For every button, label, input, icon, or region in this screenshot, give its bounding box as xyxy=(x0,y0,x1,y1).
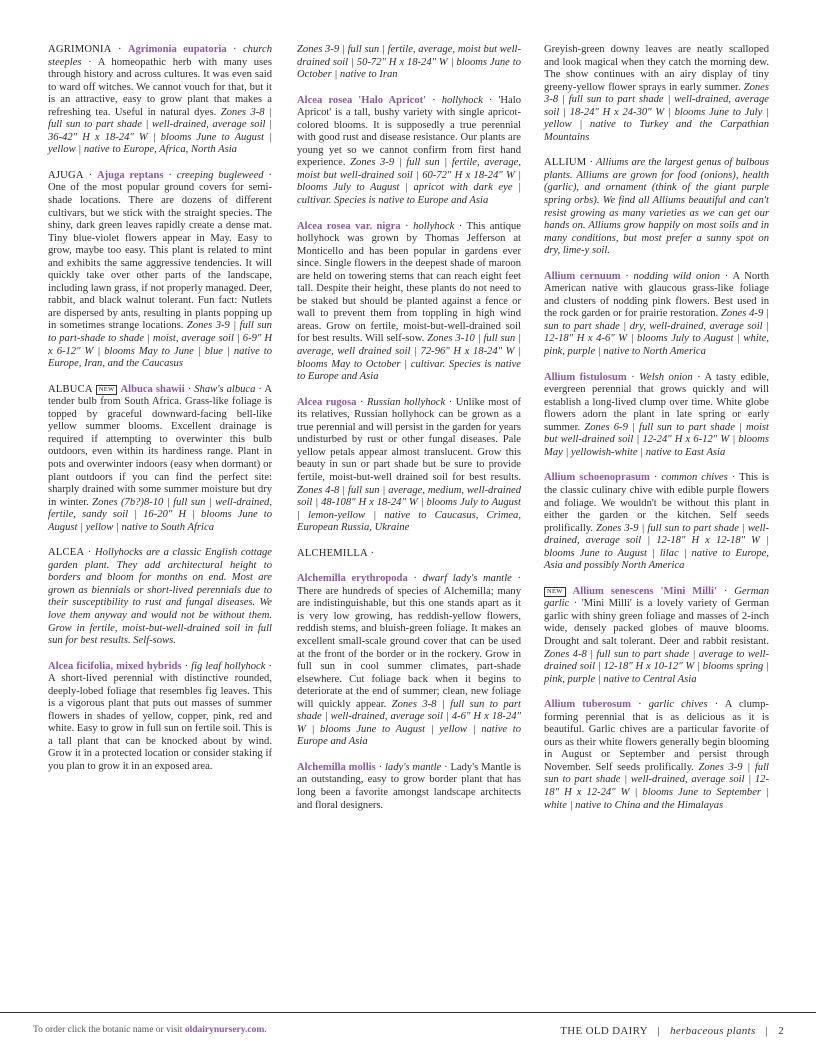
growing-specs: Zones 4-9 | sun to part shade | dry, well-drained, average soil | 12-18" H x 4-6" W | blooms July to August | white, pink, purple | native to North America xyxy=(544,308,769,358)
separator-dot: · xyxy=(163,169,177,181)
plant-description: Greyish-green downy leaves are neatly scalloped and look magical when they catch the morning dew. The show continues with an airy display of tiny greeny-yellow flower sprays in early summer. xyxy=(544,44,769,93)
footer-page-info xyxy=(560,1025,784,1037)
footer-order-text: To order click the botanic name or visit xyxy=(33,1025,185,1035)
plant-entry xyxy=(48,384,272,535)
common-name: common chives xyxy=(661,472,728,484)
footer-section: herbaceous plants xyxy=(670,1025,756,1037)
growing-specs: Zones 3-9 | full sun to part shade | well-drained, average soil | 12-18" H x 12-24" W | blooms June to September | white | native to China and the Himalayas xyxy=(544,761,769,811)
separator-dot: · xyxy=(367,547,375,559)
common-name: garlic chives xyxy=(648,699,708,711)
plant-entry xyxy=(48,170,272,371)
separator-dot: · xyxy=(441,761,451,773)
genus-intro: Hollyhocks are a classic English cottage garden plant. They add architectural height to borders and bloom for months on end. Most are grown as biennials or short-lived perennials due to their susceptibility to rust and fungal diseases. We love them anyway and would not be without them. Grow in fertile, moist-but-well-drained soil in full sun for best results. Self-sows. xyxy=(48,547,273,647)
genus-intro: Alliums are the largest genus of bulbous plants. Alliums are grown for food (onions), health (garlic), and ornament (think of the giant purple spring orbs). We find all Alliums beautiful and can't resist growing as many varieties as we can get our hands on. Alliums grow happily on most soils and in many conditions, but most prefer a sunny spot on dry, lime-y soil. xyxy=(544,157,769,257)
plant-entry xyxy=(544,699,769,812)
separator-dot: · xyxy=(586,157,597,169)
growing-specs: Zones 4-8 | full sun | average, medium, well-drained soil | 48-108" H x 18-24" W | blooms July to August | lemon-yellow | native to Caucasus, Crimea, European Russia, Ukraine xyxy=(297,484,521,534)
plant-description: A tasty edible, evergreen perennial that grows quickly and will establish a long-lived clump over time. White globe flowers adorn the plant in late spring or early summer. xyxy=(544,371,769,433)
separator-dot: · xyxy=(407,573,423,585)
separator-dot: · xyxy=(184,383,195,395)
plant-description: 'Halo Apricot' is a tall, bushy variety with single apricot-colored blooms. It is supposedly a true perennial with good rust and disease resistance. Our plants are young yet so we cannot confirm from first hand experience. xyxy=(297,94,521,169)
common-name: German garlic xyxy=(544,585,769,610)
footer-separator: | xyxy=(657,1025,661,1037)
plant-entry xyxy=(544,372,769,460)
separator-dot: · xyxy=(84,547,96,559)
footer-site-link[interactable]: oldairynursery.com xyxy=(184,1025,265,1035)
genus-heading: AGRIMONIA xyxy=(48,44,112,55)
plant-entry xyxy=(544,157,769,257)
footer-brand: THE OLD DAIRY xyxy=(560,1025,648,1037)
column-1 xyxy=(48,44,272,787)
separator-dot: · xyxy=(81,56,98,68)
genus-heading: ALCHEMILLA xyxy=(297,547,368,559)
botanical-name-link[interactable]: Alchemilla erythropoda xyxy=(297,573,408,585)
common-name: church steeples xyxy=(48,44,272,68)
separator-dot: · xyxy=(445,396,456,408)
column-2 xyxy=(297,44,521,825)
growing-specs: Zones 3-9 | full sun | fertile, average, moist but well-drained soil | 60-72" H x 18-24" W | blooms July to August | apricot with dark eye | cultivar. Species is native to Europe and Asia xyxy=(297,157,522,207)
botanical-name-link[interactable]: Allium cernuum xyxy=(544,270,621,282)
separator-dot: · xyxy=(630,699,649,711)
separator-dot: · xyxy=(569,598,582,610)
plant-description: 'Mini Milli' is a lovely variety of German garlic with shiny green foliage and masses of 2-inch wide, densely packed globes of mauve blooms. Drought and salt tolerant. Deer and rabbit resistant. xyxy=(544,598,769,647)
botanical-name-link[interactable]: Allium tuberosum xyxy=(544,699,631,711)
common-name: dwarf lady's mantle xyxy=(422,573,512,585)
separator-dot: · xyxy=(375,761,385,773)
footer-order-note xyxy=(33,1025,267,1035)
common-name: hollyhock xyxy=(441,94,483,106)
plant-description: A North American native with glaucous grass-like foliage and clusters of nodding pink flowers. Best used in the rock garden or for prairie restoration. xyxy=(544,270,769,320)
common-name: lady's mantle xyxy=(384,761,442,773)
botanical-name-link[interactable]: Ajuga reptans xyxy=(97,169,164,181)
footer-divider xyxy=(0,1012,816,1013)
plant-entry xyxy=(48,44,272,157)
growing-specs: Zones 4-8 | full sun to part shade | average to well-drained soil | 12-18" H x 10-12" W | blooms spring | pink, purple | native to Central Asia xyxy=(544,648,769,685)
separator-dot: · xyxy=(692,371,705,383)
plant-entry xyxy=(48,547,272,647)
plant-entry xyxy=(544,44,769,144)
plant-description: Unlike most of its relatives, Russian hollyhock can be grown as a true perennial and will persist in the garden for years undisturbed by rust or other fungal diseases. Pale yellow petals appear almost translucent. Grow this beauty in sun or part shade but be sure to provide fertile, moist-but-well drained soil for best results. xyxy=(297,396,521,483)
plant-description: A homeopathic herb with many uses through history and across cultures. It was even said to ward off witches. We cannot vouch for that, but it is an attractive, easy to grow plant that makes a refreshing tea. Useful in natural dyes. xyxy=(48,56,272,118)
growing-specs: Zones 3-9 | full sun | fertile, average, moist but well-drained soil | 50-72" H x 18-24" W | blooms June to October | native to Iran xyxy=(297,44,521,81)
genus-heading: ALBUCA xyxy=(48,383,93,395)
growing-specs: Zones 3-10 | full sun | average, well drained soil | 72-96" H x 18-24" W | blooms May to October | cultivar. Species is native to Europe and Asia xyxy=(297,333,521,383)
common-name: creeping bugleweed xyxy=(176,169,264,181)
genus-heading: ALCEA xyxy=(48,547,85,559)
separator-dot: · xyxy=(626,371,640,383)
common-name: fig leaf hollyhock xyxy=(191,660,266,672)
growing-specs: Zones 3-8 | full sun to part shade | well-drained, average soil | 4-6" H x 18-24" W | blooms June to August | yellow | native to Europe and Asia xyxy=(297,698,521,748)
plant-description: Lady's Mantle is an outstanding, easy to grow border plant that has long been a favorite amongst landscape architects and floral designers. xyxy=(297,761,521,811)
botanical-name-link[interactable]: Allium schoenoprasum xyxy=(544,472,650,484)
new-badge: NEW xyxy=(544,587,566,597)
separator-dot: · xyxy=(454,220,467,232)
separator-dot: · xyxy=(511,573,522,585)
plant-entry xyxy=(544,271,769,359)
footer-separator: | xyxy=(765,1025,769,1037)
plant-description: A clump-forming perennial that is as delicious as it is beautiful. Garlic chives are a particular favorite of ours as their white flowers generally begin blooming in August or September and persist through November. Self seeds prolifically. xyxy=(544,699,769,773)
plant-entry xyxy=(544,586,769,686)
plant-description: There are hundreds of species of Alchemilla; many are indistinguishable, but this one stands apart as it is very low growing, has reddish-yellow flowers, reddish stems, and bluish-green foliage. It makes an excellent small-scale ground cover that can be used at the front of the border or in the rockery. Grow in full sun in cool summer climates, part-shade elsewhere. Cut foliage back when it begins to deteriorate at the end of summer; clean, new foliage will quickly appear. xyxy=(297,585,521,710)
common-name: hollyhock xyxy=(413,220,455,232)
plant-entry xyxy=(544,472,769,572)
plant-entry xyxy=(297,221,521,384)
new-badge: NEW xyxy=(96,385,118,395)
plant-entry xyxy=(297,762,521,812)
growing-specs: Zones 3-8 | full sun to part shade | well-drained, average soil | 18-24" H x 24-30" W | blooms June to July | yellow | native to Turkey and the Carpathian Mountains xyxy=(544,81,769,143)
common-name: nodding wild onion xyxy=(633,270,721,282)
common-name: Russian hollyhock xyxy=(366,396,446,408)
botanical-name-link[interactable]: Albuca shawii xyxy=(120,383,185,395)
genus-heading: AJUGA xyxy=(48,169,84,181)
plant-description: A short-lived perennial with distinctive rounded, deeply-lobed foliage that resembles fig leaves. This is a vigorous plant that puts out masses of summer flowers in shades of yellow, copper, pink, red and white. Easy to grow in full sun on fertile soil. This is a tall plant that can be knocked about by wind. Grow it in a protected location or consider staking if you plan to grow it in an exposed area. xyxy=(48,673,272,772)
plant-description: A tender bulb from South Africa. Grass-like foliage is topped by graceful downward-facing bell-like yellow summer blooms. Excellent drainage is required if attempting to overwinter this bulb outdoors, even within its hardiness range. Plant in pots and overwinter indoors (easy when dormant) or plant outdoors if you can find the perfect site: sharply drained with some summer moisture but dry in winter. xyxy=(48,383,273,508)
common-name: Shaw's albuca xyxy=(194,383,256,395)
separator-dot: · xyxy=(181,660,192,672)
separator-dot: · xyxy=(707,699,725,711)
growing-specs: Zones 3-9 | full sun to part shade | well-drained, average soil | 12-18" H x 12-18" W | blooms June to August | lilac | native to Europe, Asia and possibly North America xyxy=(544,522,769,572)
growing-specs: Zones 3-8 | full sun to part shade | well-drained, average soil | 36-42" H x 18-24" W | blooms June to August | yellow | native to Europe, Africa, North Asia xyxy=(48,106,272,156)
separator-dot: · xyxy=(620,270,634,282)
botanical-name-link[interactable]: Alcea rosea var. nigra xyxy=(297,220,401,232)
plant-entry xyxy=(297,95,521,208)
separator-dot: · xyxy=(255,383,265,395)
growing-specs: Zones 3-9 | full sun to part-shade to shade | moist, average soil | 6-9" H x 6-12" W | blooms May to June | blue | native to Europe, Iran, and the Caucasus xyxy=(48,320,272,370)
separator-dot: · xyxy=(716,585,735,597)
separator-dot: · xyxy=(263,169,272,181)
plant-entry xyxy=(297,44,521,82)
botanical-name-link[interactable]: Alcea rosea 'Halo Apricot' xyxy=(297,94,427,106)
plant-description: This antique hollyhock was grown by Thomas Jefferson at Monticello and has been popular in gardens ever since. Single flowers in the deepest shade of maroon are held on towering stems that can reach eight feet tall. Despite their height, these plants do not need to be staked but should be planted against a fence or wall to prevent them from toppling in high wind areas. Grow on fertile, moist-but-well-drained soil for best results. Will self-sow. xyxy=(297,220,521,345)
separator-dot: · xyxy=(482,94,499,106)
botanical-name-link[interactable]: Alchemilla mollis xyxy=(297,761,376,773)
separator-dot: · xyxy=(226,44,243,55)
separator-dot: · xyxy=(727,472,740,484)
plant-description: This is the classic culinary chive with edible purple flowers and foliage. We wouldn't be without this plant in either the garden or the kitchen. Self seeds prolifically. xyxy=(544,472,769,534)
botanical-name-link[interactable]: Allium senescens 'Mini Milli' xyxy=(572,585,717,597)
plant-entry xyxy=(297,548,521,561)
separator-dot: · xyxy=(720,270,733,282)
growing-specs: Zones (7b?)8-10 | full sun | well-drained, fertile, sandy soil | 16-20" H | blooms June to August | yellow | native to South Africa xyxy=(48,496,272,533)
plant-description: One of the most popular ground covers for semi-shade locations. There are dozens of different cultivars, but we stick with the straight species. The shiny, dark green leaves rapidly create a dense mat. Tiny blue-violet flowers appear in May. Easy to grow, maybe too easy. This plant is related to mint and exhibits the same aggressive tendencies. It will quickly take over other parts of the landscape, including lawn grass, if not properly managed. Deer, rabbit, and black walnut tolerant. Fun fact: Nutlets are dispersed by ants, resulting in plants popping up in sometimes strange locations. xyxy=(48,182,272,332)
plant-entry xyxy=(297,397,521,535)
common-name: Welsh onion xyxy=(639,371,693,383)
plant-entry xyxy=(297,573,521,749)
botanical-name-link[interactable]: Alcea ficifolia, mixed hybrids xyxy=(48,660,182,672)
plant-entry xyxy=(48,661,272,774)
separator-dot: · xyxy=(83,169,97,181)
separator-dot: · xyxy=(111,44,128,55)
footer-page-number: 2 xyxy=(778,1025,784,1037)
separator-dot: · xyxy=(400,220,414,232)
separator-dot: · xyxy=(356,396,367,408)
botanical-name-link[interactable]: Agrimonia eupatoria xyxy=(127,44,227,55)
separator-dot: · xyxy=(649,472,662,484)
genus-heading: ALLIUM xyxy=(544,157,587,169)
footer-order-end: . xyxy=(264,1025,267,1035)
botanical-name-link[interactable]: Allium fistulosum xyxy=(544,371,627,383)
column-3 xyxy=(544,44,769,825)
separator-dot: · xyxy=(265,660,273,672)
growing-specs: Zones 6-9 | full sun to part shade | moist but well-drained soil | 12-24" H x 6-12" W | blooms May | yellowish-white | native to East Asia xyxy=(544,421,769,458)
separator-dot: · xyxy=(426,94,442,106)
botanical-name-link[interactable]: Alcea rugosa xyxy=(297,396,357,408)
